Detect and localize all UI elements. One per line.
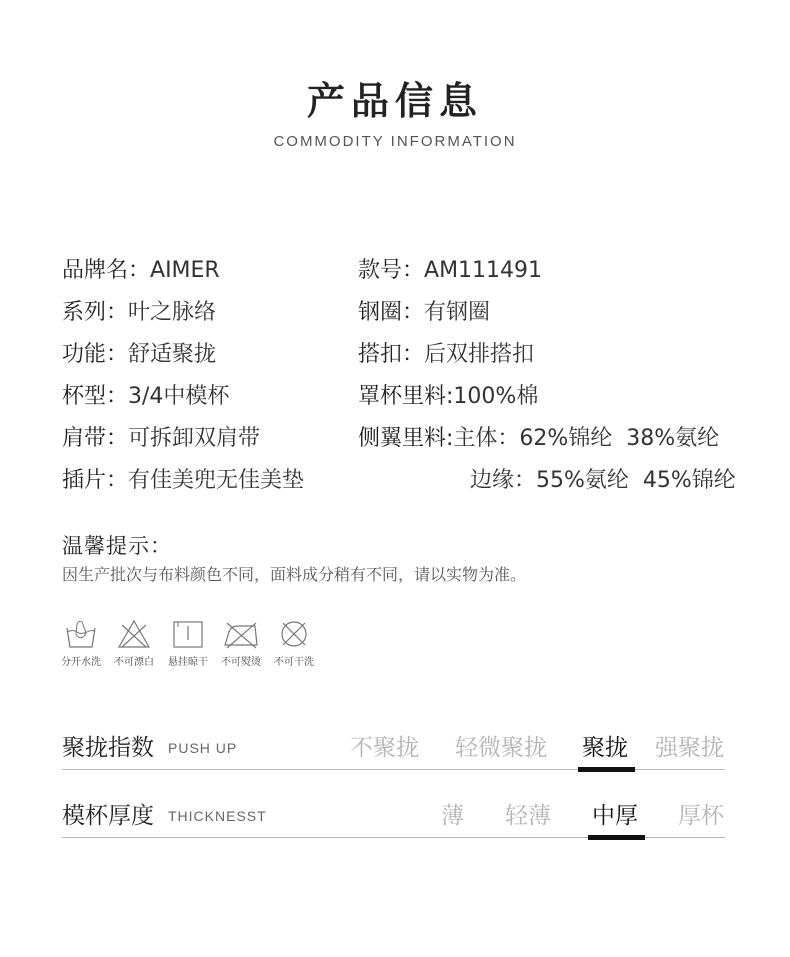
spec-insert-value: 有佳美兜无佳美垫 xyxy=(128,468,305,493)
pushup-scale xyxy=(62,729,725,770)
no-iron-icon xyxy=(222,618,260,650)
thickness-option-selected: 中厚 xyxy=(592,803,638,829)
spec-series-value: 叶之脉络 xyxy=(128,300,217,325)
spec-series xyxy=(62,295,216,326)
page-title: 产品信息 xyxy=(306,79,483,123)
care-item xyxy=(52,618,110,668)
spec-cup-type xyxy=(62,379,229,410)
spec-wing-edge-value: 边缘：55%氨纶 45%锦纶 xyxy=(470,468,736,493)
spec-closure-label: 搭扣： xyxy=(358,342,425,367)
care-label: 不可熨烫 xyxy=(221,657,261,668)
spec-function-label: 功能： xyxy=(62,342,129,367)
tips-title: 温馨提示： xyxy=(62,534,172,558)
pushup-option: 轻微聚拢 xyxy=(455,735,547,761)
spec-wing-lining-label: 侧翼里料: xyxy=(358,426,454,451)
spec-wing-lining xyxy=(358,421,719,452)
spec-cup-type-value: 3/4中模杯 xyxy=(128,384,230,409)
care-label: 悬挂晾干 xyxy=(168,657,208,668)
spec-function xyxy=(62,337,216,368)
spec-strap xyxy=(62,421,260,452)
spec-underwire-value: 有钢圈 xyxy=(424,300,491,325)
thickness-scale xyxy=(62,797,725,838)
pushup-title: 聚拢指数 xyxy=(62,735,154,761)
care-label: 分开水洗 xyxy=(61,657,101,668)
pushup-option: 不聚拢 xyxy=(350,735,419,761)
spec-underwire-label: 钢圈： xyxy=(358,300,425,325)
pushup-option-selected: 聚拢 xyxy=(582,735,628,761)
care-label: 不可干洗 xyxy=(274,657,314,668)
pushup-title-en: PUSH UP xyxy=(168,740,238,756)
spec-wing-edge xyxy=(470,463,736,494)
spec-strap-label: 肩带： xyxy=(62,426,129,451)
spec-model-value: AM111491 xyxy=(424,258,543,283)
spec-function-value: 舒适聚拢 xyxy=(128,342,217,367)
spec-model-label: 款号： xyxy=(358,258,425,283)
spec-strap-value: 可拆卸双肩带 xyxy=(128,426,261,451)
spec-cup-lining xyxy=(358,379,538,410)
tips-text: 因生产批次与布料颜色不同，面料成分稍有不同，请以实物为准。 xyxy=(62,565,527,584)
thickness-option: 厚杯 xyxy=(678,803,724,829)
spec-brand-label: 品牌名： xyxy=(62,258,151,283)
pushup-selected-bar xyxy=(578,767,635,772)
spec-closure-value: 后双排搭扣 xyxy=(424,342,535,367)
spec-model xyxy=(358,253,542,284)
spec-brand-value: AIMER xyxy=(150,258,220,283)
spec-underwire xyxy=(358,295,490,326)
thickness-option: 薄 xyxy=(441,803,464,829)
spec-cup-lining-label: 罩杯里料: xyxy=(358,384,454,409)
thickness-title-en: THICKNESST xyxy=(168,808,267,824)
no-dry-clean-icon xyxy=(276,618,312,650)
care-label: 不可漂白 xyxy=(114,657,154,668)
thickness-option: 轻薄 xyxy=(505,803,551,829)
thickness-selected-bar xyxy=(588,835,645,840)
spec-closure xyxy=(358,337,534,368)
page-subtitle: COMMODITY INFORMATION xyxy=(273,133,517,150)
spec-cup-lining-value: 100%棉 xyxy=(453,384,539,409)
care-item xyxy=(212,618,270,668)
spec-brand xyxy=(62,253,220,284)
care-item xyxy=(159,618,217,668)
hand-wash-icon xyxy=(63,618,99,650)
spec-series-label: 系列： xyxy=(62,300,129,325)
spec-cup-type-label: 杯型： xyxy=(62,384,129,409)
spec-wing-lining-value: 主体：62%锦纶 38%氨纶 xyxy=(453,426,720,451)
thickness-title: 模杯厚度 xyxy=(62,803,154,829)
hang-dry-icon xyxy=(170,618,206,650)
spec-insert xyxy=(62,463,304,494)
care-item xyxy=(265,618,323,668)
no-bleach-icon xyxy=(116,618,152,650)
care-item xyxy=(105,618,163,668)
spec-insert-label: 插片： xyxy=(62,468,129,493)
pushup-option: 强聚拢 xyxy=(655,735,724,761)
